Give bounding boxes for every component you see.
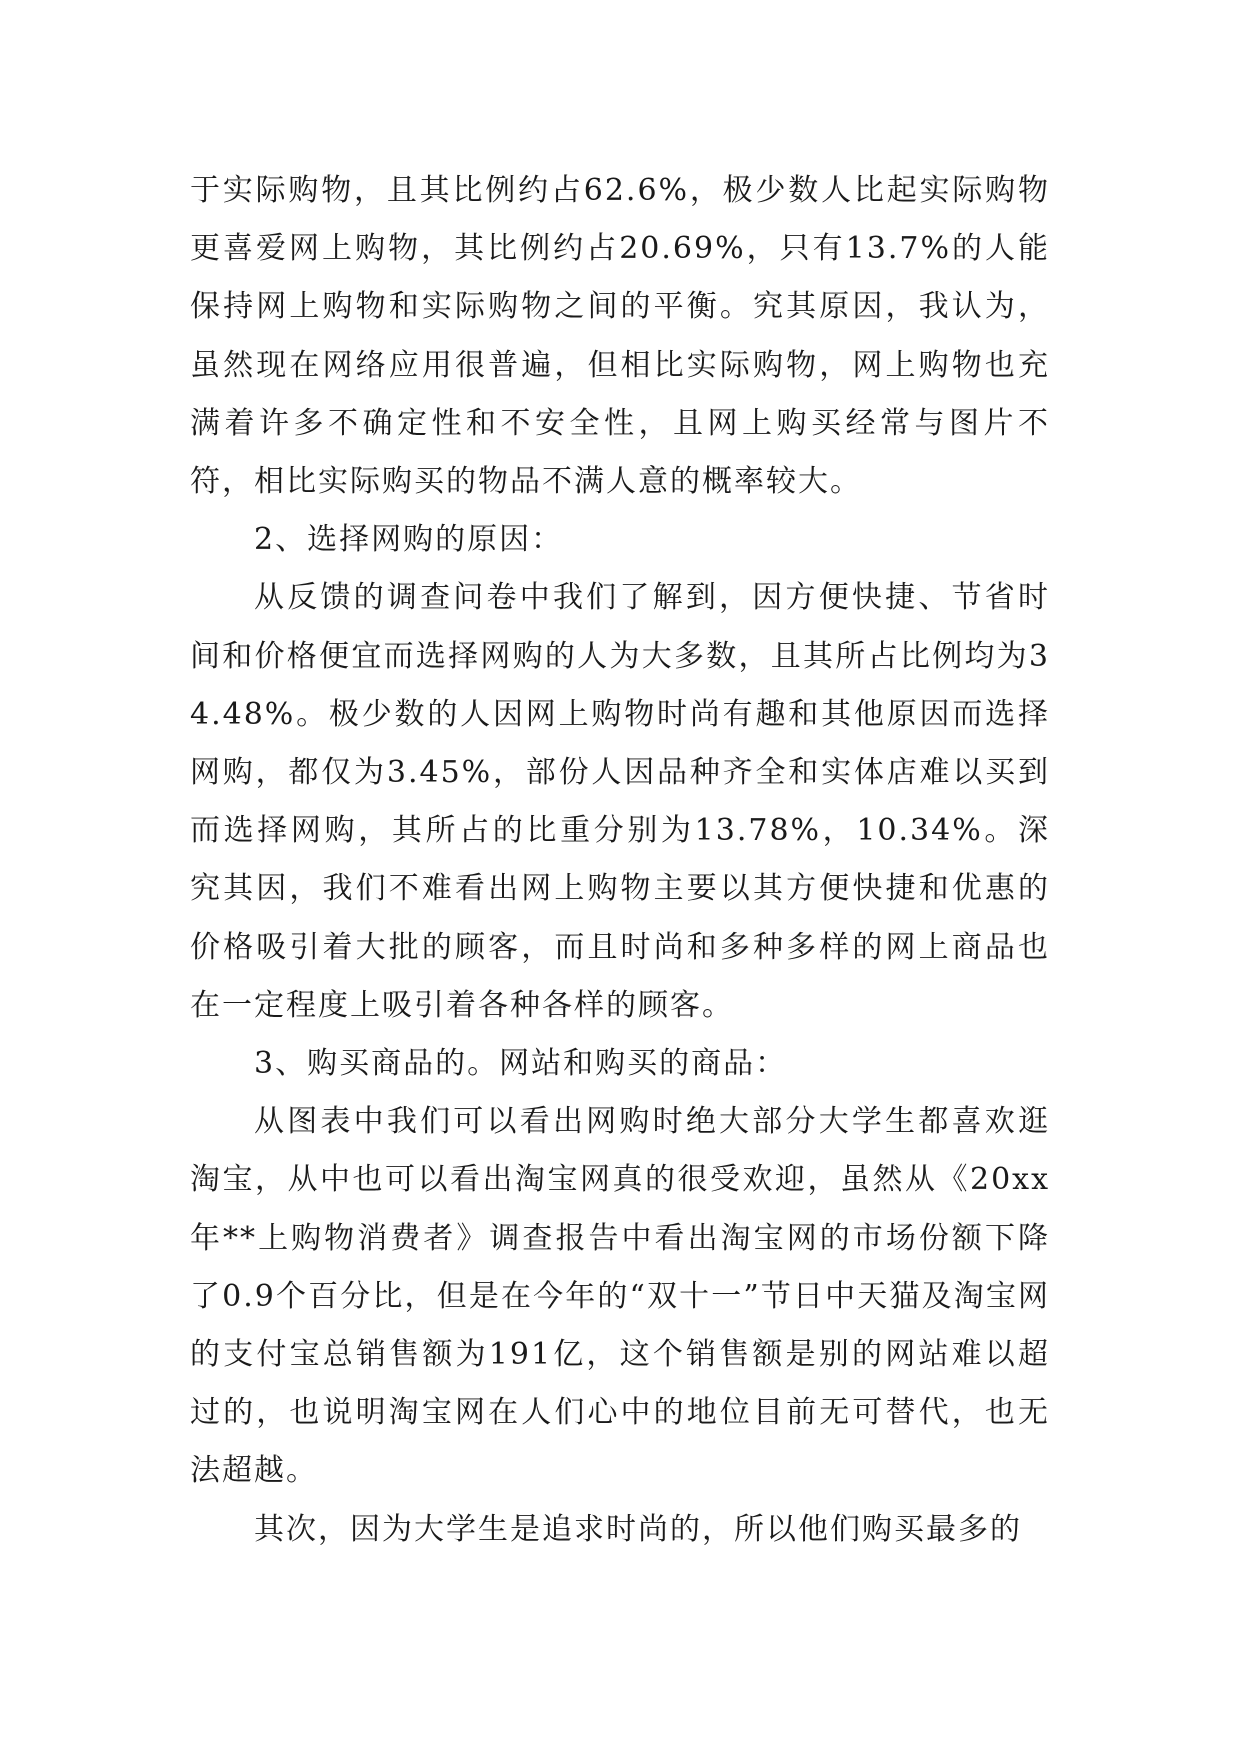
document-body xyxy=(190,162,1050,1559)
paragraph-survey-ratio: 于实际购物，且其比例约占62.6%，极少数人比起实际购物更喜爱网上购物，其比例约占20.69%，只有13.7%的人能保持网上购物和实际购物之间的平衡。究其原因，我认为，虽然现在网络应用很普遍，但相比实际购物，网上购物也充满着许多不确定性和不安全性，且网上购买经常与图片不符，相比实际购买的物品不满人意的概率较大。 xyxy=(190,173,1050,500)
paragraph-reasons: 从反馈的调查问卷中我们了解到，因方便快捷、节省时间和价格便宜而选择网购的人为大多数，且其所占比例均为34.48%。极少数的人因网上购物时尚有趣和其他原因而选择网购，都仅为3.45%，部份人因品种齐全和实体店难以买到而选择网购，其所占的比重分别为13.78%，10.34%。深究其因，我们不难看出网上购物主要以其方便快捷和优惠的价格吸引着大批的顾客，而且时尚和多种多样的网上商品也在一定程度上吸引着各种各样的顾客。 xyxy=(190,580,1050,1023)
section-heading-reasons: 2、选择网购的原因： xyxy=(254,522,564,558)
paragraph-fashion: 其次，因为大学生是追求时尚的，所以他们购买最多的 xyxy=(254,1511,1022,1547)
paragraph-taobao: 从图表中我们可以看出网购时绝大部分大学生都喜欢逛淘宝，从中也可以看出淘宝网真的很受欢迎，虽然从《20xx年**上购物消费者》调查报告中看出淘宝网的市场份额下降了0.9个百分比，但是在今年的“双十一”节日中天猫及淘宝网的支付宝总销售额为191亿，这个销售额是别的网站难以超过的，也说明淘宝网在人们心中的地位目前无可替代，也无法超越。 xyxy=(190,1104,1050,1489)
section-heading-sites-products: 3、购买商品的。网站和购买的商品： xyxy=(254,1046,788,1082)
